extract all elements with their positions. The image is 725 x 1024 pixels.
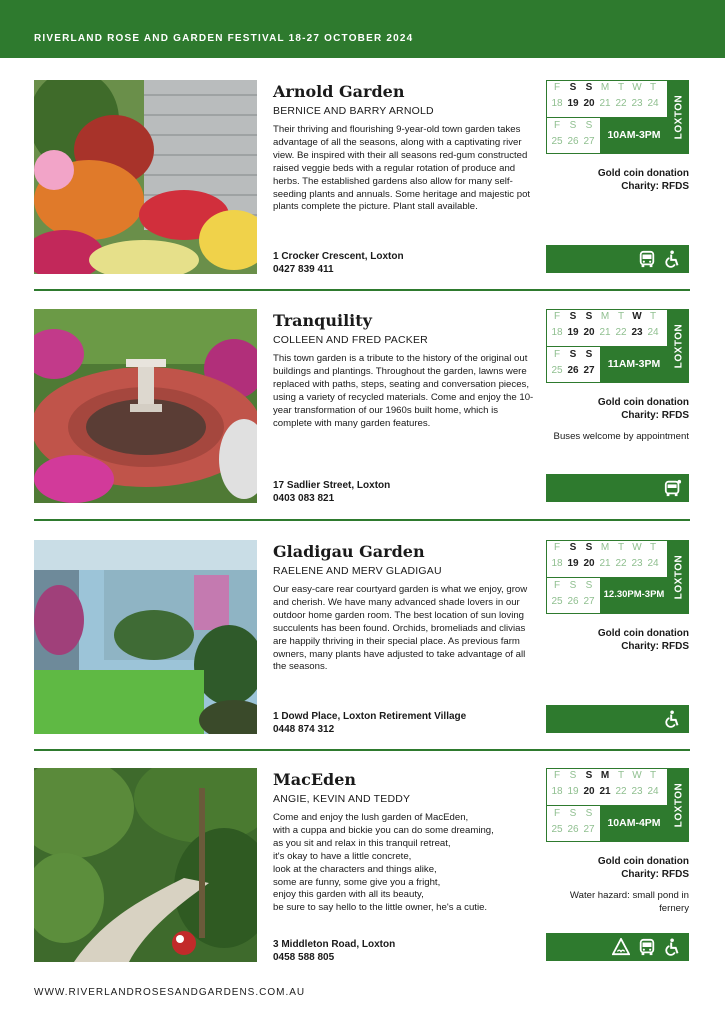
bus-icon	[638, 250, 656, 268]
garden-name: Gladigau Garden	[273, 542, 425, 561]
garden-owners: ANGIE, KEVIN AND TEDDY	[273, 793, 411, 805]
garden-phone: 0448 874 312	[273, 724, 335, 735]
town-label: LOXTON	[668, 768, 689, 842]
festival-title: RIVERLAND ROSE AND GARDEN FESTIVAL 18-27 OCTOBER 2024	[34, 33, 414, 44]
footer-website[interactable]: WWW.RIVERLANDROSESANDGARDENS.COM.AU	[34, 987, 306, 998]
garden-name: Arnold Garden	[273, 82, 405, 101]
garden-address: 1 Dowd Place, Loxton Retirement Village	[273, 711, 467, 722]
facilities-bar	[546, 933, 689, 961]
open-days-calendar: F S S M T W T 18 19 20 21 22 23 24 F S S 25 26 27 10AM-4PM LOXTON	[546, 768, 689, 842]
garden-address: 1 Crocker Crescent, Loxton	[273, 251, 404, 262]
garden-photo-maceden	[34, 768, 257, 962]
open-time: 11AM-3PM	[600, 346, 668, 382]
garden-photo	[34, 309, 257, 503]
garden-address: 3 Middleton Road, Loxton	[273, 939, 396, 950]
garden-description: Their thriving and flourishing 9-year-old town garden takes advantage of all the seasons, along with a captivating river view. Be inspired with their all seasons red-gum constructed raised veggie beds with a regular rotation of produce and herbs. The established gardens also allow for many self-seeding plants and annuals. Some heritage and majestic pot plants complete the picture. Plant stall available.	[273, 124, 531, 213]
garden-phone: 0403 083 821	[273, 493, 335, 504]
garden-description: Come and enjoy the lush garden of MacEden, with a cuppa and bickie you can do some dreaming, as you sit and relax in this tranquil retreat, it's okay to have a little concrete, look at the characters and things alike, some are funny, some give you a fright, enjoy this garden with all its beauty, be sure to say hello to the little owner, he's a cutie.	[273, 812, 494, 914]
garden-name: MacEden	[273, 770, 357, 789]
open-time: 12.30PM-3PM	[600, 577, 668, 613]
entry-divider	[34, 749, 690, 751]
garden-photo	[34, 768, 257, 962]
garden-address: 17 Sadlier Street, Loxton	[273, 480, 391, 491]
garden-photo-gladigau	[34, 540, 257, 734]
garden-phone: 0427 839 411	[273, 264, 334, 275]
entry-divider	[34, 289, 690, 291]
garden-description: Our easy-care rear courtyard garden is what we enjoy, grow and cherish. We have many advanced shade lovers in our outdoor home garden room. The best location of sun loving succulents has been found. Orchids, bromeliads and clivias are happily thriving in their special place. As previous farm owners, many plants have adjusted to take advantage of all the seasons.	[273, 584, 528, 673]
garden-phone: 0458 588 805	[273, 952, 335, 963]
garden-description: This town garden is a tribute to the history of the original out buildings and plantings. Throughout the garden, lawns were replaced with paths, steps, seating and conversation pieces, using a variety of recycled materials. Come and enjoy the 10-year transformation of our 1960s built home, which is complete with many garden features.	[273, 353, 534, 429]
garden-photo-tranquility	[34, 309, 257, 503]
open-time: 10AM-4PM	[600, 805, 668, 841]
charity-label: Charity: RFDS	[621, 410, 689, 421]
facilities-bar	[546, 245, 689, 273]
garden-note: Water hazard: small pond in fernery	[569, 890, 689, 914]
garden-name: Tranquility	[273, 311, 372, 330]
header-bar	[0, 0, 725, 58]
bus-icon	[638, 938, 656, 956]
bus-by-appointment-icon	[664, 479, 682, 497]
garden-owners: COLLEEN AND FRED PACKER	[273, 334, 428, 346]
charity-label: Charity: RFDS	[621, 181, 689, 192]
garden-note: Buses welcome by appointment	[553, 431, 689, 442]
donation-label: Gold coin donation	[597, 856, 689, 867]
charity-label: Charity: RFDS	[621, 641, 689, 652]
garden-owners: RAELENE AND MERV GLADIGAU	[273, 565, 442, 577]
donation-label: Gold coin donation	[597, 397, 689, 408]
facilities-bar	[546, 705, 689, 733]
town-label: LOXTON	[668, 309, 689, 383]
donation-label: Gold coin donation	[597, 168, 689, 179]
open-days-calendar: F S S M T W T 18 19 20 21 22 23 24 F S S 25 26 27 10AM-3PM LOXTON	[546, 80, 689, 154]
wheelchair-icon	[664, 710, 682, 728]
garden-owners: BERNICE AND BARRY ARNOLD	[273, 105, 434, 117]
garden-photo	[34, 80, 257, 274]
entry-divider	[34, 519, 690, 521]
wheelchair-icon	[664, 938, 682, 956]
garden-photo	[34, 540, 257, 734]
town-label: LOXTON	[668, 80, 689, 154]
open-days-calendar: F S S M T W T 18 19 20 21 22 23 24 F S S 25 26 27 11AM-3PM LOXTON	[546, 309, 689, 383]
open-time: 10AM-3PM	[600, 117, 668, 153]
hazard-icon	[612, 938, 630, 956]
donation-label: Gold coin donation	[597, 628, 689, 639]
town-label: LOXTON	[668, 540, 689, 614]
facilities-bar	[546, 474, 689, 502]
open-days-calendar: F S S M T W T 18 19 20 21 22 23 24 F S S 25 26 27 12.30PM-3PM LOXTON	[546, 540, 689, 614]
garden-photo-arnold	[34, 80, 257, 274]
wheelchair-icon	[664, 250, 682, 268]
charity-label: Charity: RFDS	[621, 869, 689, 880]
